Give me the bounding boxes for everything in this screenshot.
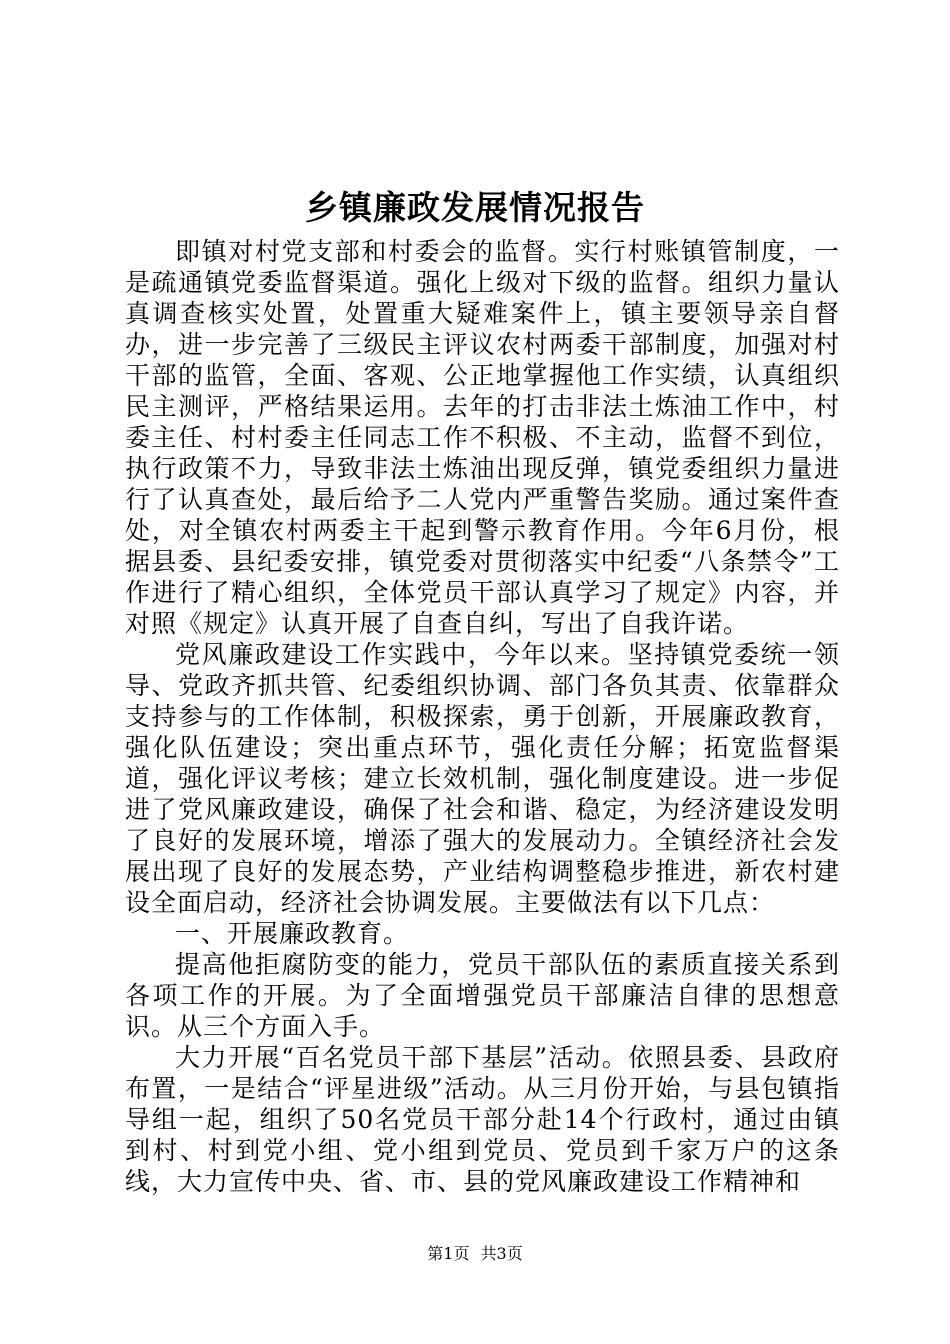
paragraph-2: 党风廉政建设工作实践中，今年以来。坚持镇党委统一领导、党政齐抓共管、纪委组织协调、部门各负其责、依靠群众支持参与的工作体制，积极探索，勇于创新，开展廉政教育，强化队伍建设；突出重点环节，强化责任分解；拓宽监督渠道，强化评议考核；建立长效机制，强化制度建设。进一步促进了党风廉政建设，确保了社会和谐、稳定，为经济建设发明了良好的发展环境，增添了强大的发展动力。全镇经济社会发展出现了良好的发展态势，产业结构调整稳步推进，新农村建设全面启动，经济社会协调发展。主要做法有以下几点： <box>125 640 840 917</box>
section-heading: 一、开展廉政教育。 <box>175 919 410 948</box>
paragraph-4: 大力开展“百名党员干部下基层”活动。依照县委、县政府布置，一是结合“评星进级”活动。从三月份开始，与县包镇指导组一起，组织了50名党员干部分赴14个行政村，通过由镇到村、村到党小组、党小组到党员、党员到千家万户的这条线，大力宣传中央、省、市、县的党风廉政建设工作精神和 <box>125 1043 840 1196</box>
page-number: 第1页 <box>427 1244 470 1263</box>
page-footer <box>0 1243 950 1265</box>
document-title: 乡镇廉政发展情况报告 <box>305 188 645 227</box>
page-count: 共3页 <box>480 1244 523 1263</box>
paragraph-3: 提高他拒腐防变的能力，党员干部队伍的素质直接关系到各项工作的开展。为了全面增强党员干部廉洁自律的思想意识。从三个方面入手。 <box>125 950 840 1041</box>
document-body <box>125 236 840 1197</box>
paragraph-1: 即镇对村党支部和村委会的监督。实行村账镇管制度，一是疏通镇党委监督渠道。强化上级对下级的监督。组织力量认真调查核实处置，处置重大疑难案件上，镇主要领导亲自督办，进一步完善了三级民主评议农村两委干部制度，加强对村干部的监管，全面、客观、公正地掌握他工作实绩，认真组织民主测评，严格结果运用。去年的打击非法土炼油工作中，村委主任、村村委主任同志工作不积极、不主动，监督不到位，执行政策不力，导致非法土炼油出现反弹，镇党委组织力量进行了认真查处，最后给予二人党内严重警告奖励。通过案件查处，对全镇农村两委主干起到警示教育作用。今年6月份，根据县委、县纪委安排，镇党委对贯彻落实中纪委“八条禁令”工作进行了精心组织，全体党员干部认真学习了规定》内容，并对照《规定》认真开展了自查自纠，写出了自我许诺。 <box>125 237 840 638</box>
